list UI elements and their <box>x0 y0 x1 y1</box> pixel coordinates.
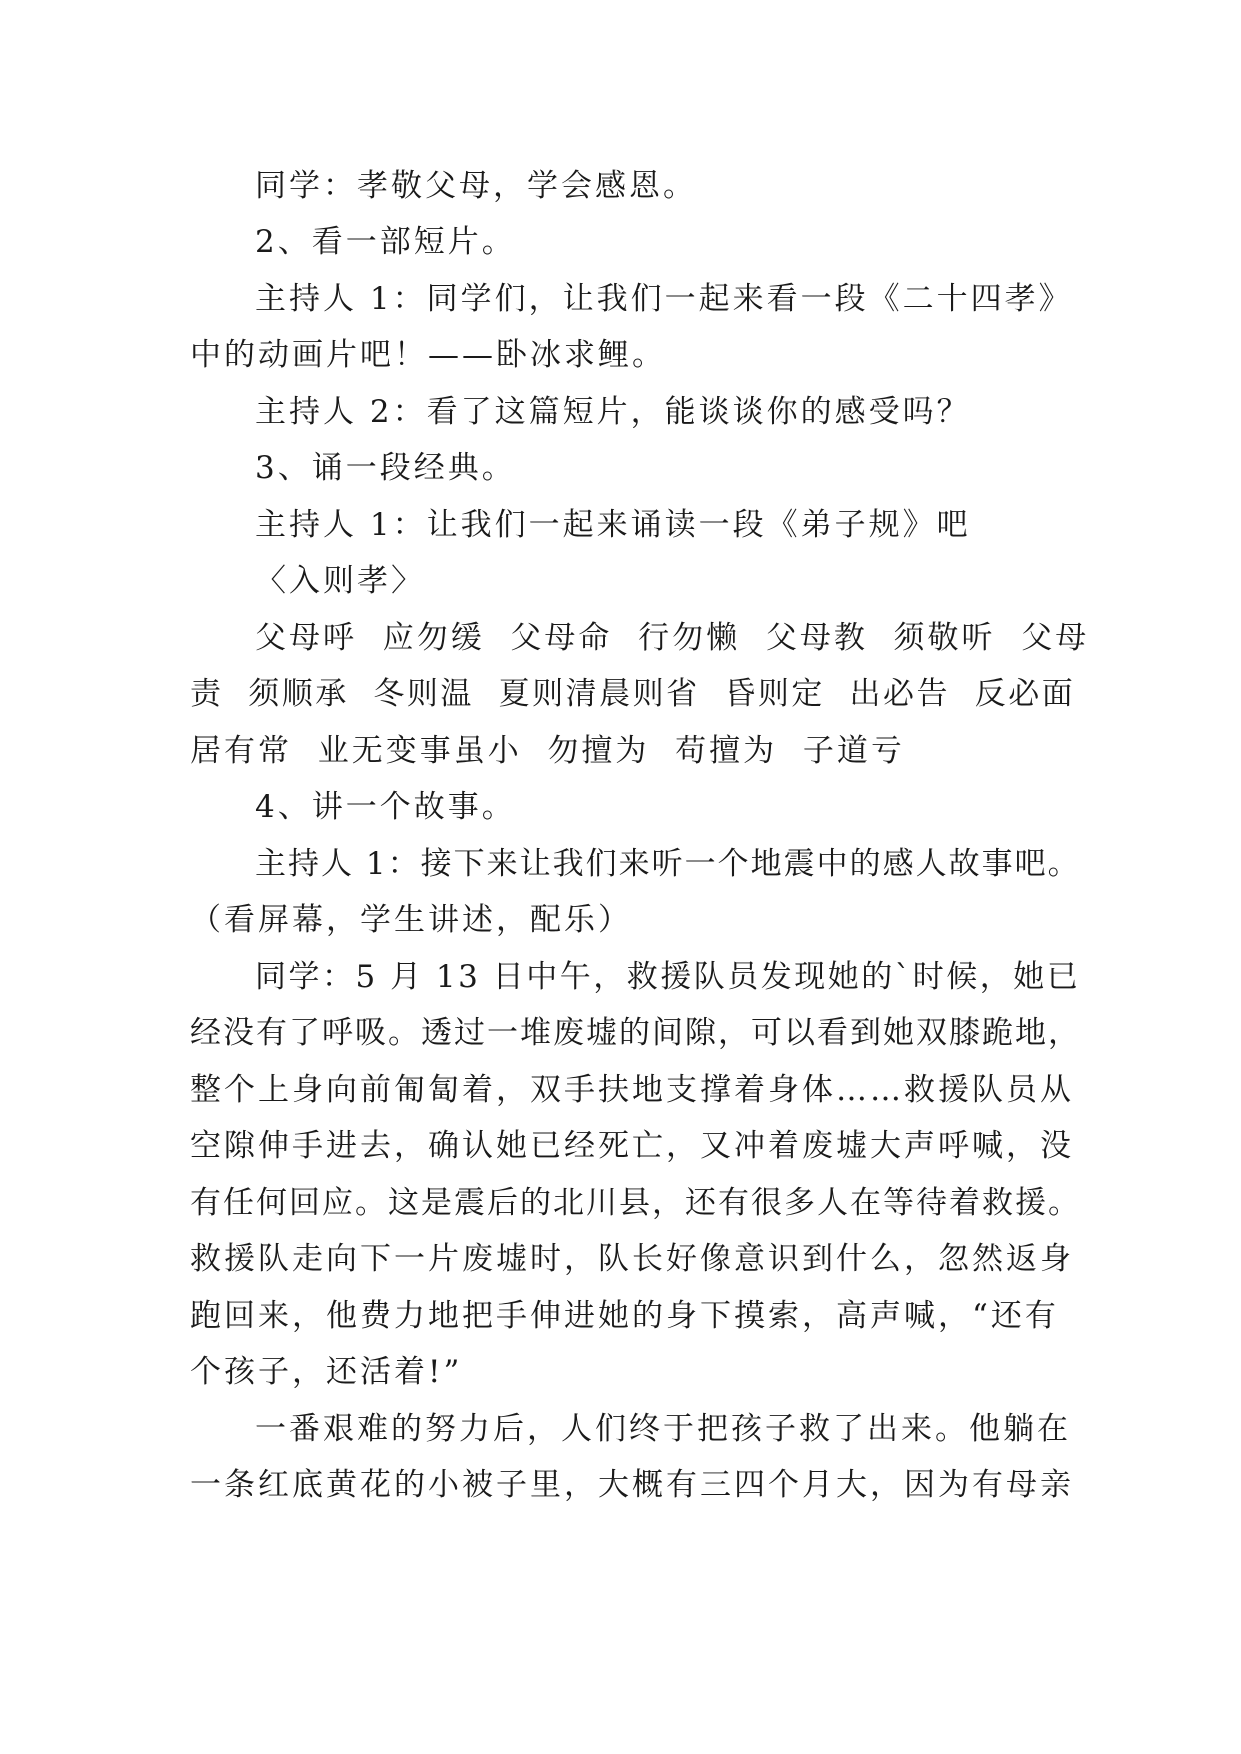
line-2: 2、看一部短片。 <box>255 224 516 260</box>
line-23: 一番艰难的努力后，人们终于把孩子救了出来。他躺在 <box>255 1411 1071 1447</box>
line-5: 主持人 2：看了这篇短片，能谈谈你的感受吗？ <box>255 394 971 430</box>
line-3: 主持人 1：同学们，让我们一起来看一段《二十四孝》 <box>255 281 1073 317</box>
line-4: 中的动画片吧！——卧冰求鲤。 <box>190 337 666 373</box>
line-10: 责 须顺承 冬则温 夏则清晨则省 昏则定 出必告 反必面 <box>190 676 1076 712</box>
line-21: 跑回来，他费力地把手伸进她的身下摸索，高声喊，“还有 <box>190 1298 1059 1334</box>
line-22: 个孩子，还活着!” <box>190 1354 463 1390</box>
line-17: 整个上身向前匍匐着，双手扶地支撑着身体……救援队员从 <box>190 1072 1074 1108</box>
line-12: 4、讲一个故事。 <box>255 789 516 825</box>
line-7: 主持人 1：让我们一起来诵读一段《弟子规》吧 <box>255 507 971 543</box>
line-24: 一条红底黄花的小被子里，大概有三四个月大，因为有母亲 <box>190 1467 1074 1503</box>
line-15: 同学：5 月 13 日中午，救援队员发现她的`时候，她已 <box>255 959 1081 995</box>
line-13: 主持人 1：接下来让我们来听一个地震中的感人故事吧。 <box>255 846 1081 882</box>
line-9: 父母呼 应勿缓 父母命 行勿懒 父母教 须敬听 父母 <box>255 620 1090 656</box>
line-19: 有任何回应。这是震后的北川县，还有很多人在等待着救援。 <box>190 1185 1081 1221</box>
line-6: 3、诵一段经典。 <box>255 450 516 486</box>
line-18: 空隙伸手进去，确认她已经死亡，又冲着废墟大声呼喊，没 <box>190 1128 1074 1164</box>
line-11: 居有常 业无变事虽小 勿擅为 苟擅为 子道亏 <box>190 733 905 769</box>
line-1: 同学：孝敬父母，学会感恩。 <box>255 168 697 204</box>
line-8: 〈入则孝〉 <box>255 563 425 599</box>
line-20: 救援队走向下一片废墟时，队长好像意识到什么，忽然返身 <box>190 1241 1074 1277</box>
line-16: 经没有了呼吸。透过一堆废墟的间隙，可以看到她双膝跪地， <box>190 1015 1081 1051</box>
line-14: （看屏幕，学生讲述，配乐） <box>190 902 632 938</box>
